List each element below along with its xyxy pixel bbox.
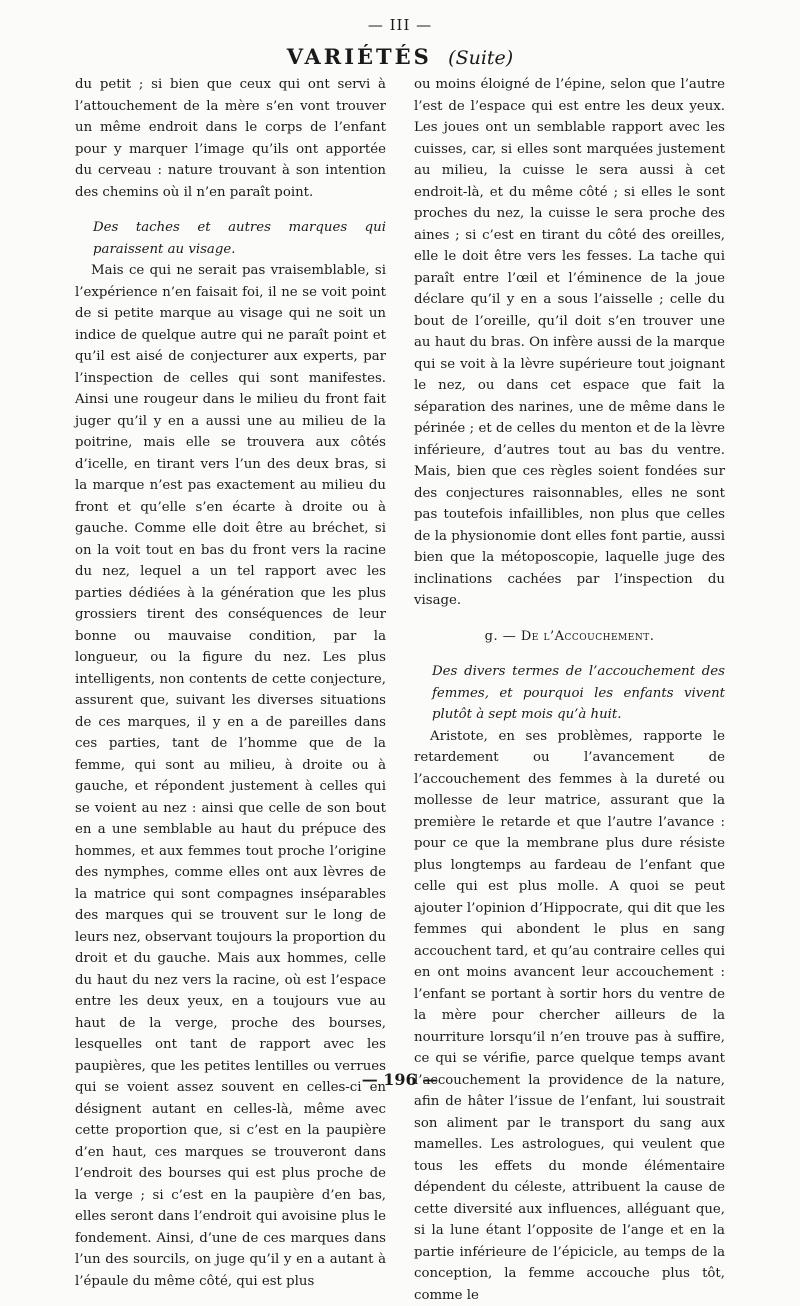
folio-header: — III — [0, 16, 800, 34]
page-title [0, 44, 800, 69]
left-paragraph-1: du petit ; si bien que ceux qui ont servi à l’attouchement de la mère s’en vont trouver un même endroit dans le corps de l’enfant pour y marquer l’image qu’ils ont apportée du cerveau : nature trouvant à son intention des chemins où il n’en paraît point. [75, 74, 386, 203]
title-text: VARIÉTÉS [287, 44, 432, 69]
section-heading [414, 626, 725, 648]
left-column [75, 74, 386, 1292]
section-title: De l’Accouchement. [521, 629, 654, 644]
right-paragraph-1: ou moins éloigné de l’épine, selon que l’autre l’est de l’espace qui est entre les deux yeux. Les joues ont un semblable rapport avec les cuisses, car, si elles sont marquées justement au milieu, la cuisse le sera aussi à cet endroit-là, et du même côté ; si elles le sont proches du nez, la cuisse le sera proche des aines ; si c’est en tirant du côté des oreilles, elle le doit être vers les fesses. La tache qui paraît entre l’œil et l’éminence de la joue déclare qu’il y en a sous l’aisselle ; celle du bout de l’oreille, qu’il doit s’en trouver une au haut du bras. On infère aussi de la marque qui se voit à la lèvre supérieure tout joignant le nez, ou dans cet espace que fait la séparation des narines, une de même dans le périnée ; et de celles du menton et de la lèvre inférieure, d’autres tout au bas du ventre. Mais, bien que ces règles soient fondées sur des conjectures raisonnables, elles ne sont pas toutefois infaillibles, non plus que celles de la physionomie dont elles font partie, aussi bien que la métoposcopie, laquelle juge des inclinations cachées par l’inspection du visage. [414, 74, 725, 612]
left-paragraph-2: Mais ce qui ne serait pas vraisemblable, si l’expérience n’en faisait foi, il ne se voit point de si petite marque au visage qui ne soit un indice de quelque autre qui ne paraît point et qu’il est aisé de conjecturer aux experts, par l’inspection de celles qui sont manifestes. Ainsi une rougeur dans le milieu du front fait juger qu’il y en a aussi une au milieu de la poitrine, mais elle se trouvera aux côtés d’icelle, en tirant vers l’un des deux bras, si la marque n’est pas exactement au milieu du front et qu’elle s’en écarte à droite ou à gauche. Comme elle doit être au bréchet, si on la voit tout en bas du front vers la racine du nez, lequel a un tel rapport avec les parties dédiées à la génération que les plus grossiers tirent des conséquences de leur bonne ou mauvaise condition, par la longueur, ou la figure du nez. Les plus intelligents, non contents de cette conjecture, assurent que, suivant les diverses situations de ces marques, il y en a de pareilles dans ces parties, tant de l’homme que de la femme, qui sont au milieu, à droite ou à gauche, et répondent justement à celles qui se voient au nez : ainsi que celle de son bout en a une semblable au haut du prépuce des hommes, et aux femmes tout proche l’origine des nymphes, comme elles ont aux lèvres de la matrice qui sont compagnes inséparables des marques qui se trouvent sur le long de leurs nez, observant toujours la proportion du droit et du gauche. Mais aux hommes, celle du haut du nez vers la racine, où est l’espace entre les deux yeux, en a toujours vue au haut de la verge, proche des bourses, lesquelles ont tant de rapport avec les paupières, que les petites lentilles ou verrues qui se voient assez souvent en celles-ci en désignent autant en celles-là, même avec cette proportion que, si c’est en la paupière d’en haut, ces marques se trouveront dans l’endroit des bourses qui est plus proche de la verge ; si c’est en la paupière d’en bas, elles seront dans l’endroit qui avoisine plus le fondement. Ainsi, d’une de ces marques dans l’un des sourcils, on juge qu’il y en a autant à l’épaule du même côté, qui est plus [75, 260, 386, 1292]
right-paragraph-2: Aristote, en ses problèmes, rapporte le retardement ou l’avancement de l’accouchement des femmes à la dureté ou mollesse de leur matrice, assurant que la première le retarde et que l’autre l’avance : pour ce que la membrane plus dure résiste plus longtemps au fardeau de l’enfant que celle qui est plus molle. A quoi se peut ajouter l’opinion d’Hippocrate, qui dit que les femmes qui abondent le plus en sang accouchent tard, et qu’au contraire celles qui en ont moins avancent leur accouchement : l’enfant se portant à sortir hors du ventre de la mère pour chercher ailleurs de la nourriture lorsqu’il n’en trouve pas à suffire, ce qui se vérifie, parce quelque temps avant l’accouchement la providence de la nature, afin de hâter l’issue de l’enfant, lui soustrait son aliment par le transport du sang aux mamelles. Les astrologues, qui veulent que tous les effets du monde élémentaire dépendent du céleste, attribuent la cause de cette diversité aux influences, alléguant que, si la lune étant l’opposite de l’ange et en la partie inférieure de l’épicicle, au temps de la conception, la femme accouche plus tôt, comme le [414, 726, 725, 1306]
title-subtitle: (Suite) [448, 47, 513, 69]
right-column [414, 74, 725, 1306]
right-rubric: Des divers termes de l’accouchement des femmes, et pourquoi les enfants vivent plutôt à sept mois qu’à huit. [414, 661, 725, 726]
section-letter: g. — [485, 629, 517, 644]
page-number: — 196 — [0, 1070, 800, 1089]
left-rubric: Des taches et autres marques qui paraissent au visage. [75, 217, 386, 260]
